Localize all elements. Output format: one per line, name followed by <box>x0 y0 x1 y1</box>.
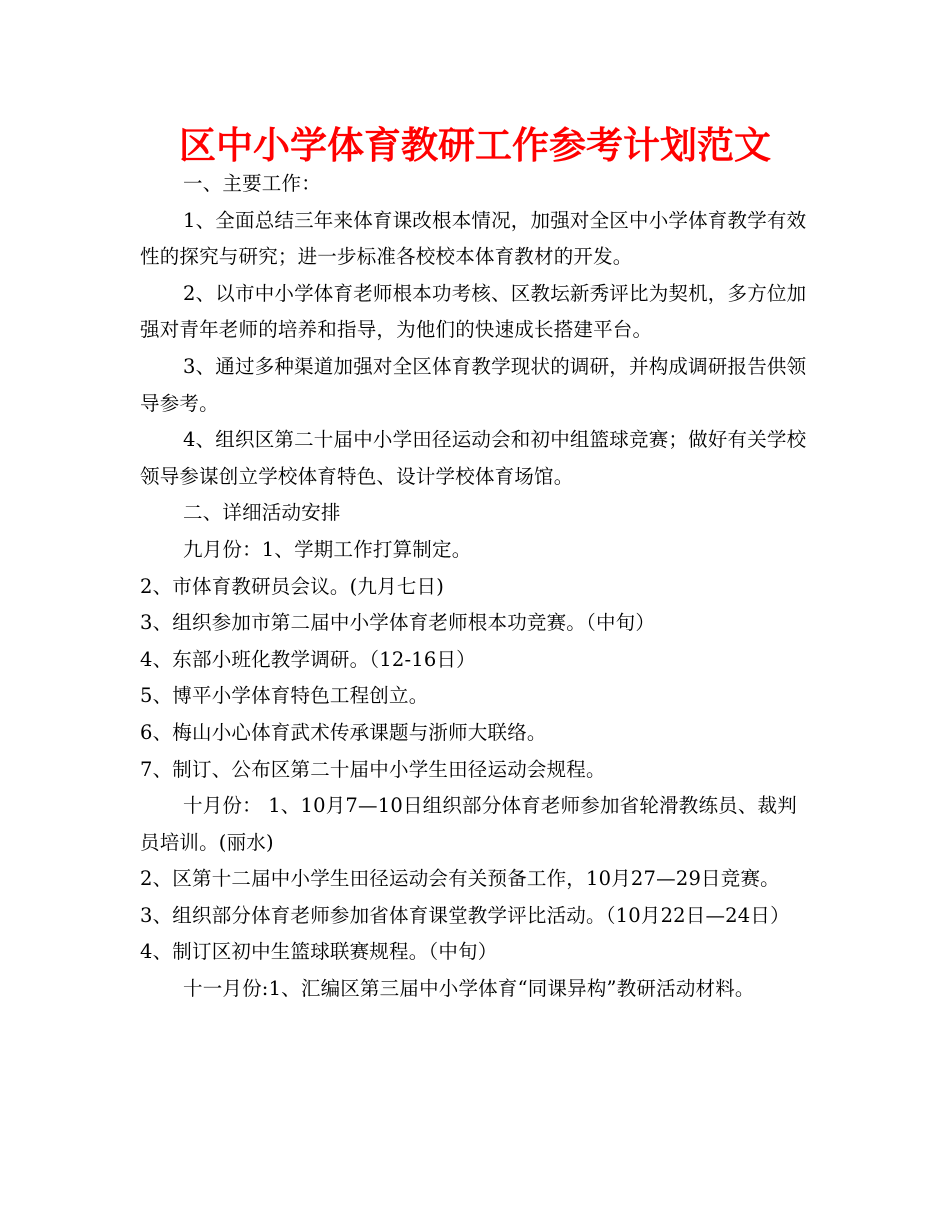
document-body <box>140 166 812 1008</box>
document-paragraph: 3、通过多种渠道加强对全区体育教学现状的调研，并构成调研报告供领导参考。 <box>140 354 807 415</box>
document-paragraph: 3、组织参加市第二届中小学体育老师根本功竞赛。（中旬） <box>140 611 656 635</box>
document-paragraph: 4、制订区初中生篮球联赛规程。（中旬） <box>140 940 498 964</box>
document-paragraph: 九月份：1、学期工作打算制定。 <box>183 537 472 561</box>
document-title: 区中小学体育教研工作参考计划范文 <box>179 124 771 167</box>
document-paragraph: 6、梅山小心体育武术传承课题与浙师大联络。 <box>140 720 547 744</box>
document-paragraph: 1、全面总结三年来体育课改根本情况，加强对全区中小学体育教学有效性的探究与研究；进一步标准各校校本体育教材的开发。 <box>140 208 807 269</box>
document-paragraph: 2、市体育教研员会议。(九月七日) <box>140 574 445 598</box>
document-paragraph: 十一月份:1、汇编区第三届中小学体育“同课异构”教研活动材料。 <box>183 977 755 1001</box>
document-paragraph: 二、详细活动安排 <box>183 501 341 525</box>
document-paragraph: 一、主要工作： <box>183 172 321 195</box>
document-paragraph: 5、博平小学体育特色工程创立。 <box>140 684 429 708</box>
document-paragraph: 十月份： 1、10月7—10日组织部分体育老师参加省轮滑教练员、裁判员培训。(丽水) <box>140 794 797 854</box>
document-paragraph: 4、东部小班化教学调研。（12-16日） <box>140 647 476 671</box>
document-paragraph: 2、区第十二届中小学生田径运动会有关预备工作，10月27—29日竞赛。 <box>140 867 780 891</box>
document-paragraph: 7、制订、公布区第二十届中小学生田径运动会规程。 <box>140 757 606 781</box>
document-paragraph: 3、组织部分体育老师参加省体育课堂教学评比活动。（10月22日—24日） <box>140 903 790 927</box>
document-paragraph: 4、组织区第二十届中小学田径运动会和初中组篮球竞赛；做好有关学校领导参谋创立学校体育特色、设计学校体育场馆。 <box>140 428 807 488</box>
document-paragraph: 2、以市中小学体育老师根本功考核、区教坛新秀评比为契机，多方位加强对青年老师的培养和指导，为他们的快速成长搭建平台。 <box>140 281 807 342</box>
